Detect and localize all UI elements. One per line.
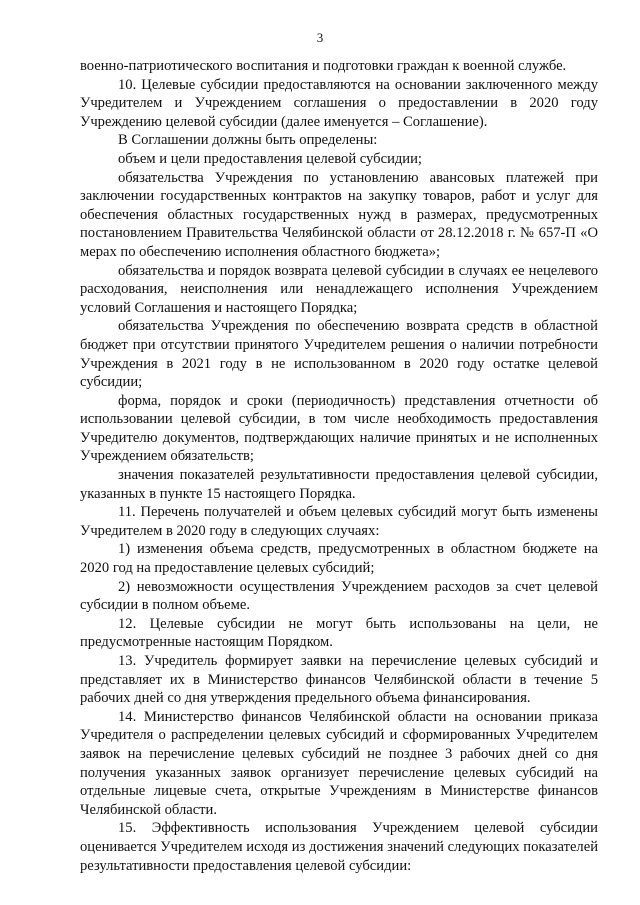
paragraph: значения показателей результативности предоставления целевой субсидии, указанных в пункте 15 настоящего Порядка.: [80, 467, 598, 502]
paragraph: обязательства Учреждения по установлению авансовых платежей при заключении государственных контрактов на закупку товаров, работ и услуг для обеспечения областных государственных нужд в размерах, предусмотренных постановлением Правительства Челябинской области от 28.12.2018 г. № 657-П «О мерах по обеспечению исполнения областного бюджета»;: [80, 169, 598, 260]
paragraph: обязательства Учреждения по обеспечению возврата средств в областной бюджет при отсутствии принятого Учредителем решения о наличии потребности Учреждения в 2021 году в не использованном в 2020 году остатке целевой субсидии;: [80, 318, 598, 391]
paragraph: форма, порядок и сроки (периодичность) представления отчетности об использовании целевой субсидии, в том числе необходимость предоставления Учредителю документов, подтверждающих наличие принятых и не исполненных Учреждением обязательств;: [80, 392, 598, 465]
document-body: [80, 57, 598, 875]
paragraph: 14. Министерство финансов Челябинской области на основании приказа Учредителя о распределении целевых субсидий и сформированных Учредителем заявок на перечисление целевых субсидий не позднее 3 рабочих дней со дня получения указанных заявок организует перечисление целевых субсидий на отдельные лицевые счета, открытые Учреждениям в Министерстве финансов Челябинской области.: [80, 708, 598, 818]
paragraph: 11. Перечень получателей и объем целевых субсидий могут быть изменены Учредителем в 2020 году в следующих случаях:: [80, 504, 598, 539]
paragraph: 13. Учредитель формирует заявки на перечисление целевых субсидий и представляет их в Министерство финансов Челябинской области в течение 5 рабочих дней со дня утверждения предельного объема финансирования.: [80, 653, 598, 707]
paragraph: 1) изменения объема средств, предусмотренных в областном бюджете на 2020 год на предоставление целевых субсидий;: [80, 541, 598, 577]
paragraph: 15. Эффективность использования Учреждением целевой субсидии оценивается Учредителем исходя из достижения значений следующих показателей результативности предоставления целевой субсидии:: [80, 820, 598, 874]
paragraph: объем и цели предоставления целевой субсидии;: [118, 150, 422, 167]
paragraph: В Соглашении должны быть определены:: [118, 132, 378, 149]
paragraph: 12. Целевые субсидии не могут быть использованы на цели, не предусмотренные настоящим Порядком.: [80, 615, 598, 651]
paragraph: 2) невозможности осуществления Учреждением расходов за счет целевой субсидии в полном объеме.: [80, 578, 598, 614]
page-number: 3: [316, 30, 324, 45]
paragraph: обязательства и порядок возврата целевой субсидии в случаях ее нецелевого расходования, неисполнения или ненадлежащего исполнения Учреждением условий Соглашения и настоящего Порядка;: [80, 262, 598, 316]
paragraph: военно-патриотического воспитания и подготовки граждан к военной службе.: [80, 58, 567, 74]
paragraph: 10. Целевые субсидии предоставляются на основании заключенного между Учредителем и Учреждением соглашения о предоставлении в 2020 году Учреждению целевой субсидии (далее именуется – Соглашение).: [80, 76, 598, 130]
